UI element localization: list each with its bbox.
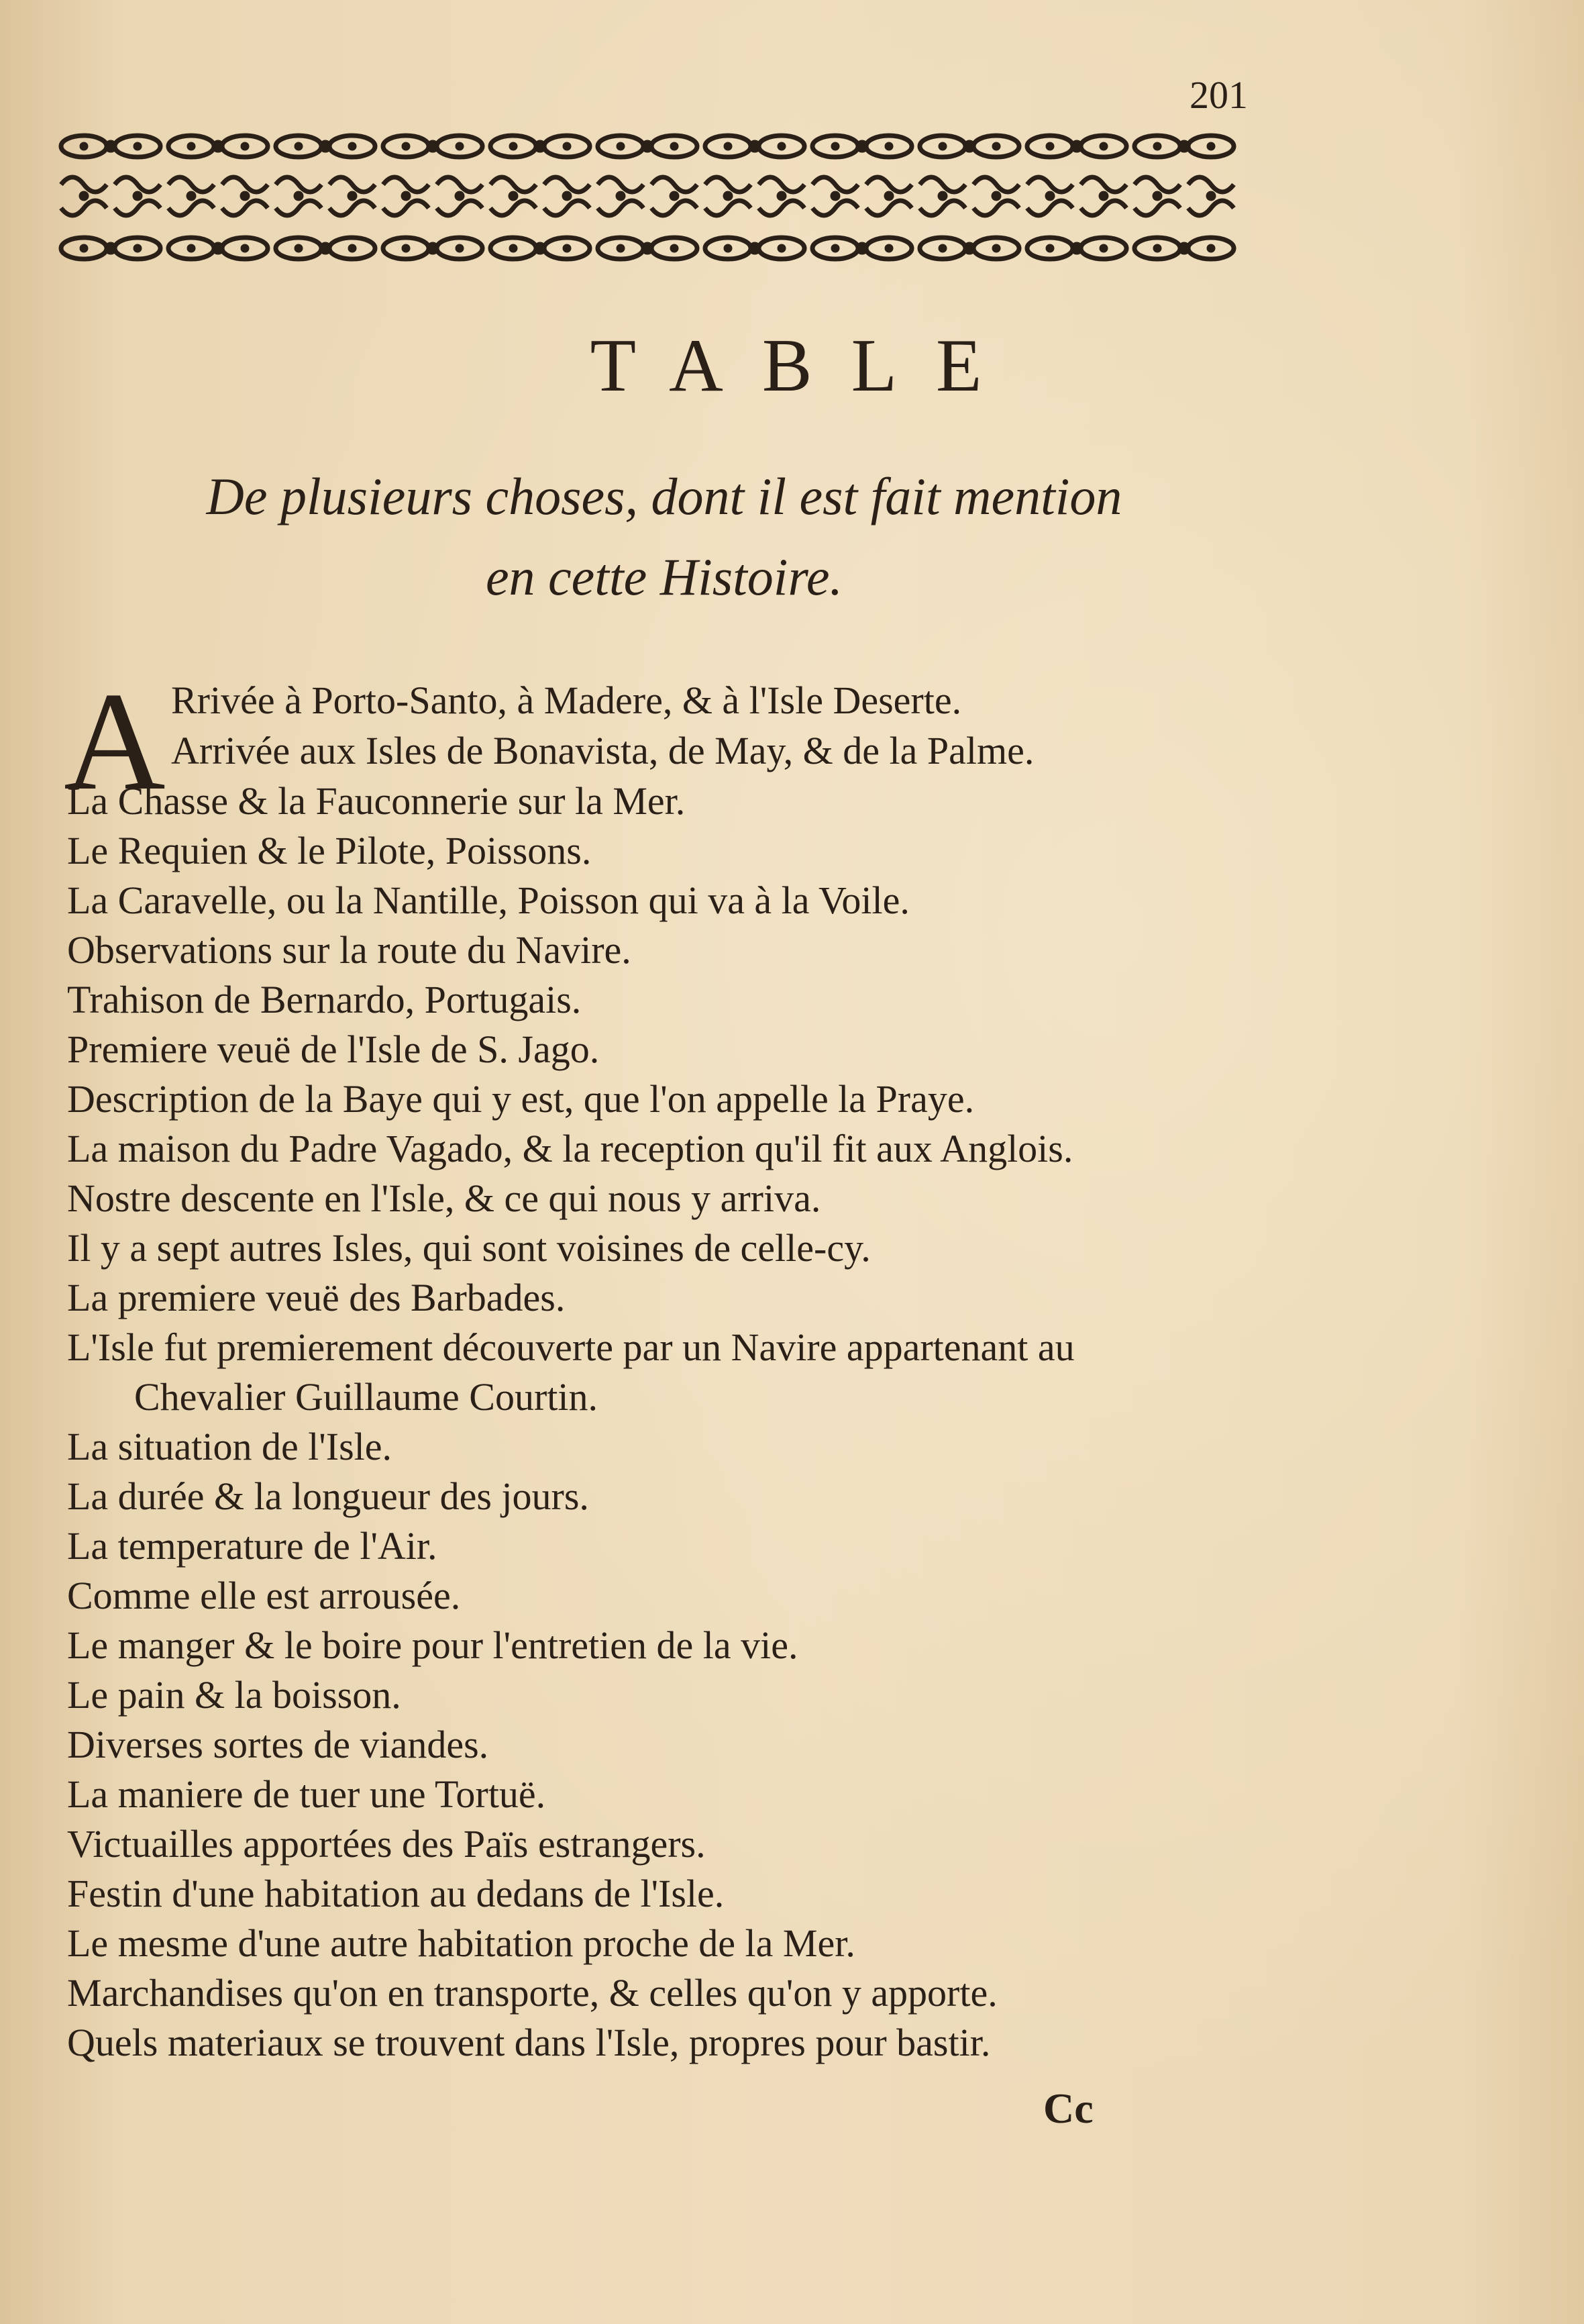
ornament-fleuron [1027, 201, 1073, 215]
index-entry: Arrivée aux Isles de Bonavista, de May, & de la Palme. [171, 729, 1035, 772]
ornament-fleuron [670, 191, 679, 201]
index-entry: Le pain & la boisson. [67, 1673, 401, 1717]
ornament-fleuron [241, 142, 249, 150]
index-entry: Comme elle est arrousée. [67, 1574, 461, 1617]
index-entry: Nostre descente en l'Isle, & ce qui nous y arriva. [67, 1176, 821, 1220]
ornament-fleuron [1046, 142, 1054, 150]
ornament-fleuron [920, 177, 965, 192]
ornament-fleuron [1081, 177, 1126, 192]
ornament-fleuron [749, 242, 761, 254]
ornament-fleuron [856, 140, 868, 152]
index-entry: Le manger & le boire pour l'entretien de la vie. [67, 1623, 798, 1667]
ornament-fleuron [383, 177, 429, 192]
ornament-fleuron [509, 191, 518, 201]
ornament-fleuron [187, 191, 196, 201]
ornament-fleuron [490, 177, 536, 192]
ornament-fleuron [1188, 201, 1234, 215]
ornament-fleuron [831, 244, 839, 252]
index-entry: Le mesme d'une autre habitation proche de la Mer. [67, 1921, 855, 1965]
index-entry: La maison du Padre Vagado, & la reception qu'il fit aux Anglois. [67, 1127, 1073, 1170]
ornament-fleuron [168, 177, 214, 192]
ornament-fleuron [1207, 142, 1215, 150]
ornament-fleuron [383, 201, 429, 215]
ornament-fleuron [831, 191, 840, 201]
ornament-fleuron [939, 142, 947, 150]
ornament-fleuron [115, 177, 160, 192]
ornament-fleuron [490, 201, 536, 215]
subtitle-line-2: en cette Histoire. [485, 548, 843, 606]
ornament-fleuron [437, 201, 482, 215]
index-entry: Quels materiaux se trouvent dans l'Isle, propres pour bastir. [67, 2021, 991, 2064]
ornament-fleuron [222, 201, 268, 215]
index-entry: Diverses sortes de viandes. [67, 1723, 489, 1766]
ornament-fleuron [1153, 244, 1161, 252]
ornament-fleuron [1207, 244, 1215, 252]
ornament-fleuron [616, 191, 625, 201]
ornament-fleuron [79, 191, 89, 201]
ornament-fleuron [866, 201, 912, 215]
ornament-fleuron [963, 140, 975, 152]
catchword: Cc [1043, 2084, 1094, 2132]
subtitle-line-1: De plusieurs choses, dont il est fait mention [206, 467, 1122, 525]
index-entry: Le Requien & le Pilote, Poissons. [67, 829, 592, 872]
ornament-fleuron [534, 242, 546, 254]
ornament-fleuron [866, 177, 912, 192]
ornament-fleuron [617, 142, 625, 150]
ornament-fleuron [705, 201, 751, 215]
ornament-fleuron [885, 244, 893, 252]
index-entry: La durée & la longueur des jours. [67, 1474, 589, 1518]
index-entry: La situation de l'Isle. [67, 1425, 392, 1468]
ornament-fleuron [544, 177, 590, 192]
index-entry: Rrivée à Porto-Santo, à Madere, & à l'Isle Deserte. [171, 678, 962, 722]
ornament-fleuron [134, 142, 142, 150]
ornament-fleuron [939, 244, 947, 252]
ornament-fleuron [562, 191, 572, 201]
ornament-fleuron [134, 244, 142, 252]
drop-cap: A [64, 664, 166, 819]
index-entry: Il y a sept autres Isles, qui sont voisines de celle-cy. [67, 1226, 871, 1270]
ornament-fleuron [563, 142, 571, 150]
ornament-fleuron [670, 244, 678, 252]
ornament-fleuron [920, 201, 965, 215]
index-entry: Chevalier Guillaume Courtin. [134, 1375, 598, 1419]
ornament-fleuron [105, 140, 117, 152]
ornament-fleuron [509, 142, 517, 150]
ornament-fleuron [992, 142, 1000, 150]
ornament-fleuron [992, 244, 1000, 252]
ornament-fleuron [294, 191, 303, 201]
index-entry: Observations sur la route du Navire. [67, 928, 631, 972]
ornament-fleuron [402, 244, 410, 252]
index-entry: La temperature de l'Air. [67, 1524, 437, 1568]
ornament-fleuron [329, 177, 375, 192]
ornament-fleuron [276, 201, 321, 215]
ornament-fleuron [884, 191, 894, 201]
ornament-fleuron [222, 177, 268, 192]
ornament-fleuron [563, 244, 571, 252]
ornament-fleuron [617, 244, 625, 252]
ornament-fleuron [80, 142, 88, 150]
ornament-fleuron [1100, 142, 1108, 150]
index-entry: La Caravelle, ou la Nantille, Poisson qui va à la Voile. [67, 878, 910, 922]
ornament-fleuron [670, 142, 678, 150]
ornament-fleuron [1153, 142, 1161, 150]
ornament-fleuron [319, 242, 331, 254]
index-entry: La maniere de tuer une Tortuë. [67, 1772, 546, 1816]
ornament-fleuron [777, 191, 786, 201]
index-entry: Premiere veuë de l'Isle de S. Jago. [67, 1027, 600, 1071]
ornament-fleuron [598, 201, 643, 215]
ornament-fleuron [456, 244, 464, 252]
index-entry: Victuailles apportées des Païs estrangers. [67, 1822, 706, 1866]
ornament-fleuron [759, 201, 804, 215]
ornament-fleuron [348, 142, 356, 150]
ornament-fleuron [1134, 201, 1180, 215]
ornament-fleuron [812, 177, 858, 192]
ornament-fleuron [724, 142, 732, 150]
ornament-fleuron [80, 244, 88, 252]
ornament-fleuron [212, 242, 224, 254]
page-title: TABLE [590, 324, 1021, 407]
ornament-fleuron [240, 191, 250, 201]
ornament-fleuron [1153, 191, 1162, 201]
ornament-fleuron [831, 142, 839, 150]
ornament-fleuron [187, 142, 195, 150]
ornament-fleuron [241, 244, 249, 252]
ornament-fleuron [749, 140, 761, 152]
index-entry: Marchandises qu'on en transporte, & celles qu'on y apporte. [67, 1971, 998, 2015]
ornament-fleuron [319, 140, 331, 152]
ornament-fleuron [705, 177, 751, 192]
index-entry: Description de la Baye qui y est, que l'on appelle la Praye. [67, 1077, 975, 1121]
ornament-fleuron [1188, 177, 1234, 192]
ornament-fleuron [401, 191, 411, 201]
ornament-fleuron [168, 201, 214, 215]
ornament-fleuron [963, 242, 975, 254]
ornament-fleuron [938, 191, 947, 201]
ornament-fleuron [1206, 191, 1216, 201]
ornament-fleuron [885, 142, 893, 150]
decorative-headpiece [57, 128, 1245, 272]
ornament-fleuron [1071, 242, 1083, 254]
ornament-fleuron [1046, 244, 1054, 252]
ornament-fleuron [651, 201, 697, 215]
ornament-fleuron [427, 140, 439, 152]
ornament-fleuron [276, 177, 321, 192]
ornament-fleuron [856, 242, 868, 254]
ornament-fleuron [1027, 177, 1073, 192]
ornament-fleuron [455, 191, 464, 201]
ornament-fleuron [509, 244, 517, 252]
ornament-fleuron [402, 142, 410, 150]
ornament-fleuron [1045, 191, 1055, 201]
ornament-fleuron [598, 177, 643, 192]
ornament-fleuron [1071, 140, 1083, 152]
ornament-fleuron [295, 244, 303, 252]
ornament-fleuron [534, 140, 546, 152]
ornament-fleuron [973, 201, 1019, 215]
ornament-fleuron [641, 140, 653, 152]
ornament-fleuron [133, 191, 142, 201]
ornament-fleuron [1100, 244, 1108, 252]
ornament-fleuron [992, 191, 1001, 201]
index-entry: Trahison de Bernardo, Portugais. [67, 978, 582, 1021]
index-entry: Festin d'une habitation au dedans de l'Isle. [67, 1872, 725, 1915]
index-entry: L'Isle fut premierement découverte par un Navire appartenant au [67, 1325, 1075, 1369]
ornament-fleuron [1081, 201, 1126, 215]
ornament-fleuron [812, 201, 858, 215]
ornament-fleuron [1099, 191, 1108, 201]
ornament-fleuron [724, 244, 732, 252]
ornament-fleuron [1178, 242, 1190, 254]
ornament-fleuron [651, 177, 697, 192]
ornament-fleuron [295, 142, 303, 150]
index-entry: La premiere veuë des Barbades. [67, 1276, 566, 1319]
ornament-fleuron [778, 142, 786, 150]
ornament-fleuron [61, 201, 107, 215]
ornament-fleuron [437, 177, 482, 192]
ornament-fleuron [348, 244, 356, 252]
ornament-fleuron [544, 201, 590, 215]
ornament-fleuron [427, 242, 439, 254]
ornament-fleuron [105, 242, 117, 254]
ornament-fleuron [456, 142, 464, 150]
ornament-fleuron [329, 201, 375, 215]
ornament-fleuron [778, 244, 786, 252]
ornament-fleuron [187, 244, 195, 252]
ornament-fleuron [61, 177, 107, 192]
page-number: 201 [1190, 73, 1248, 117]
ornament-fleuron [348, 191, 357, 201]
index-entry: La Chasse & la Fauconnerie sur la Mer. [67, 779, 686, 823]
ornament-fleuron [1178, 140, 1190, 152]
ornament-fleuron [641, 242, 653, 254]
ornament-fleuron [1134, 177, 1180, 192]
ornament-fleuron [115, 201, 160, 215]
ornament-fleuron [723, 191, 733, 201]
ornament-fleuron [759, 177, 804, 192]
ornament-fleuron [212, 140, 224, 152]
ornament-fleuron [973, 177, 1019, 192]
